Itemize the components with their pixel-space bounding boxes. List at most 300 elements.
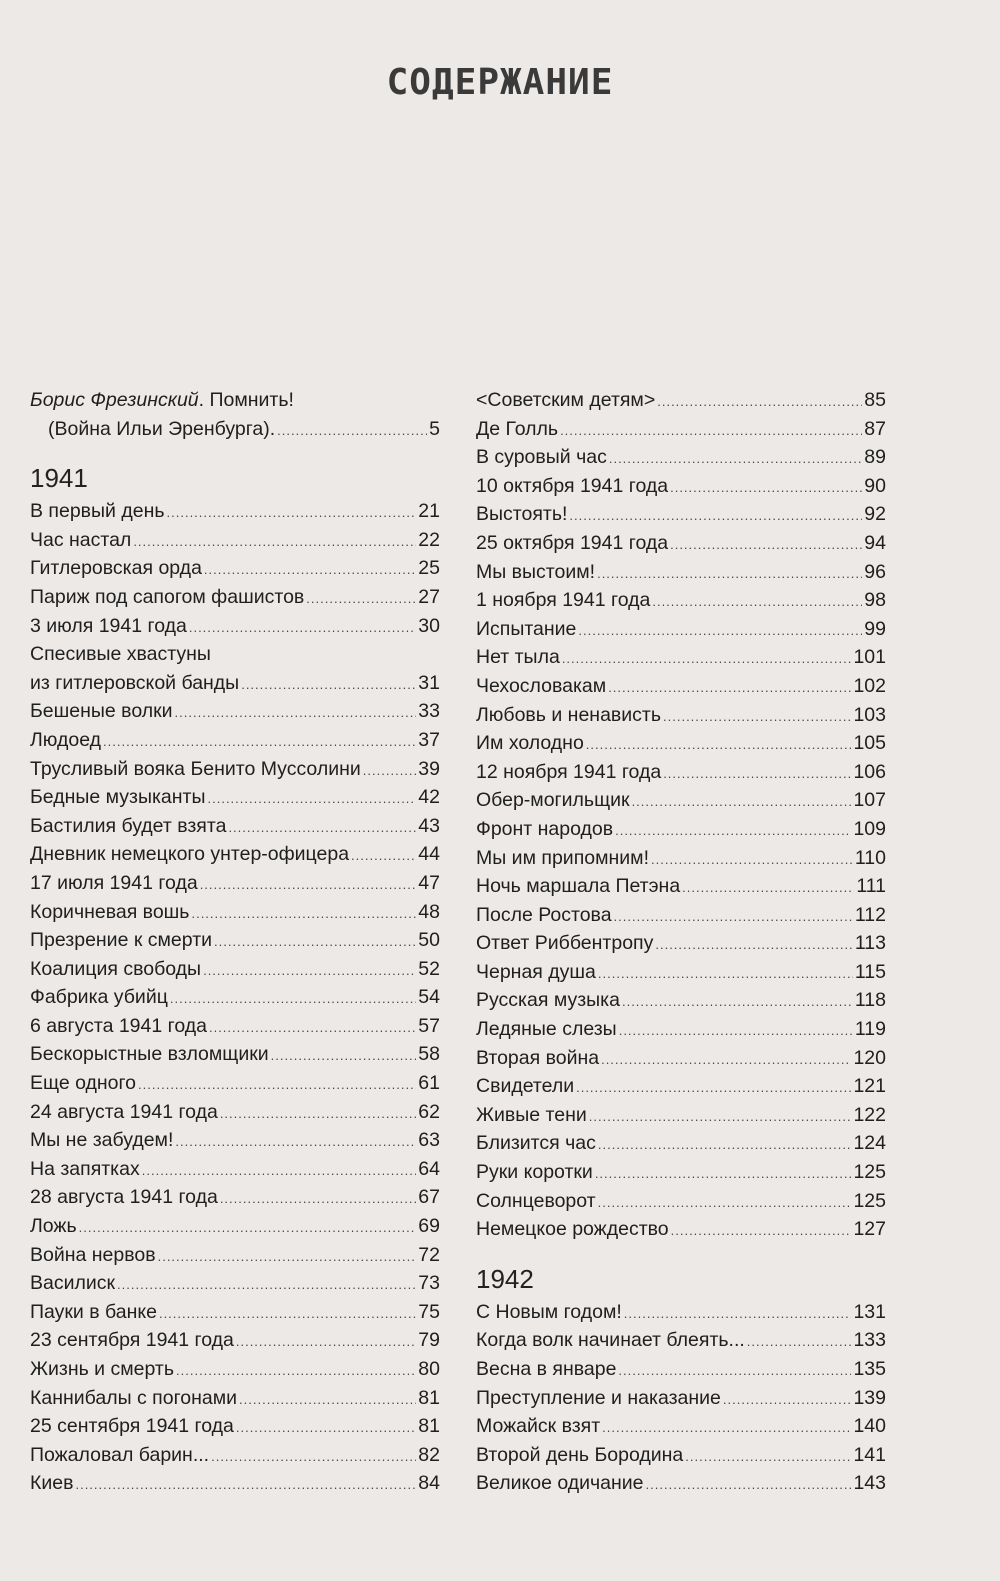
toc-entry-page: 105 xyxy=(853,732,886,755)
toc-entry[interactable] xyxy=(30,1040,440,1069)
dot-leader xyxy=(209,1014,416,1043)
dot-leader xyxy=(351,842,416,871)
toc-entry-title: Можайск взят xyxy=(476,1415,601,1438)
toc-entry-page: 44 xyxy=(418,843,440,866)
dot-leader xyxy=(220,1185,416,1214)
toc-entry-title: Жизнь и смерть xyxy=(30,1358,175,1380)
toc-list-1941-left xyxy=(30,497,440,1498)
toc-entry[interactable] xyxy=(476,1355,886,1384)
toc-entry-title: Руки коротки xyxy=(476,1161,593,1184)
toc-entry-title: Мы им припомним! xyxy=(476,846,649,869)
toc-entry-page: 125 xyxy=(853,1161,886,1184)
toc-left-column xyxy=(30,386,440,1498)
toc-entry[interactable] xyxy=(30,1326,440,1355)
dot-leader xyxy=(236,1328,416,1357)
toc-entry[interactable] xyxy=(476,1129,886,1158)
toc-entry-page: 75 xyxy=(418,1300,440,1323)
toc-entry[interactable] xyxy=(30,697,440,726)
intro-author: Борис Фрезинский xyxy=(30,389,199,411)
toc-entry-title: Дневник немецкого унтер-офицера xyxy=(30,843,350,866)
dot-leader xyxy=(220,1100,416,1129)
toc-entry-page: 67 xyxy=(418,1186,440,1209)
toc-entry[interactable] xyxy=(30,1183,440,1212)
toc-entry[interactable] xyxy=(476,1326,886,1355)
toc-entry[interactable] xyxy=(476,672,886,701)
toc-entry-page: 143 xyxy=(853,1472,886,1495)
dot-leader xyxy=(241,671,416,700)
toc-entry[interactable] xyxy=(476,386,886,415)
toc-entry[interactable] xyxy=(476,929,886,958)
dot-leader xyxy=(204,556,416,585)
toc-entry[interactable] xyxy=(30,1469,440,1498)
toc-entry[interactable] xyxy=(476,1072,886,1101)
toc-entry[interactable] xyxy=(30,755,440,784)
toc-entry-page: 111 xyxy=(856,875,886,898)
section-heading-1941: 1941 xyxy=(30,463,88,494)
toc-entry[interactable] xyxy=(30,955,440,984)
toc-entry[interactable] xyxy=(476,986,886,1015)
toc-entry-title: Весна в январе xyxy=(476,1358,617,1380)
toc-entry-page: 21 xyxy=(418,500,440,523)
toc-entry-page: 81 xyxy=(418,1386,440,1409)
toc-entry-title: Фабрика убийц xyxy=(30,986,168,1009)
toc-entry-title: С Новым годом! xyxy=(476,1300,622,1323)
dot-leader xyxy=(214,928,416,957)
dot-leader xyxy=(277,417,427,446)
toc-entry-page: 113 xyxy=(854,932,886,955)
toc-entry-title: Бескорыстные взломщики xyxy=(30,1043,269,1066)
toc-entry[interactable] xyxy=(476,1384,886,1413)
toc-entry[interactable] xyxy=(30,1212,440,1241)
toc-entry[interactable] xyxy=(476,958,886,987)
toc-list-1941-right xyxy=(476,386,886,1244)
toc-entry-page: 69 xyxy=(418,1215,440,1238)
dot-leader xyxy=(191,900,416,929)
toc-entry-page: 139 xyxy=(853,1386,886,1409)
toc-entry-title: Великое одичание xyxy=(476,1472,644,1495)
dot-leader xyxy=(682,874,854,903)
toc-entry-page: 112 xyxy=(854,903,886,926)
toc-entry-title: Ночь маршала Петэна xyxy=(476,875,681,898)
toc-entry[interactable] xyxy=(30,1441,440,1470)
toc-entry-title: Испытание xyxy=(476,617,577,640)
toc-entry-title: Черная душа xyxy=(476,960,596,983)
dot-leader xyxy=(670,531,862,560)
toc-entry-title: Солнцеворот xyxy=(476,1189,596,1212)
toc-entry-page: 120 xyxy=(853,1046,886,1069)
toc-entry-title: Трусливый вояка Бенито Муссолини xyxy=(30,757,361,780)
dot-leader xyxy=(560,417,862,446)
toc-entry-title: Нет тыла xyxy=(476,646,560,669)
toc-entry-title: Обер-могильщик xyxy=(476,789,630,812)
toc-entry[interactable] xyxy=(30,497,440,526)
toc-entry[interactable] xyxy=(30,1012,440,1041)
dot-leader xyxy=(75,1471,416,1500)
dot-leader xyxy=(614,903,853,932)
toc-entry-title: Ледяные слезы xyxy=(476,1018,617,1041)
toc-entry-page: 47 xyxy=(418,871,440,894)
toc-entry[interactable] xyxy=(30,869,440,898)
toc-entry[interactable] xyxy=(476,1015,886,1044)
toc-entry[interactable] xyxy=(30,812,440,841)
toc-entry[interactable] xyxy=(30,1384,440,1413)
toc-entry-page: 115 xyxy=(854,960,886,983)
dot-leader xyxy=(685,1443,851,1472)
toc-entry[interactable] xyxy=(476,701,886,730)
toc-entry[interactable] xyxy=(476,844,886,873)
toc-entry-title: 25 сентября 1941 года xyxy=(30,1415,234,1438)
dot-leader xyxy=(615,817,851,846)
toc-entry-page: 84 xyxy=(418,1472,440,1495)
toc-entry[interactable] xyxy=(476,758,886,787)
dot-leader xyxy=(663,703,851,732)
dot-leader xyxy=(598,1131,852,1160)
toc-entry-title: 25 октября 1941 года xyxy=(476,531,669,554)
toc-entry[interactable] xyxy=(30,612,440,641)
toc-entry[interactable] xyxy=(30,1155,440,1184)
toc-entry[interactable] xyxy=(30,1241,440,1270)
toc-entry-page: 48 xyxy=(418,900,440,923)
toc-entry-title: Русская музыка xyxy=(476,989,620,1012)
toc-entry[interactable] xyxy=(476,1412,886,1441)
dot-leader xyxy=(601,1046,851,1075)
toc-entry[interactable] xyxy=(30,583,440,612)
toc-entry-page: 58 xyxy=(418,1043,440,1066)
section-heading-1942: 1942 xyxy=(476,1263,534,1294)
toc-entry-page: 122 xyxy=(853,1103,886,1126)
toc-entry-page: 94 xyxy=(864,531,886,554)
dot-leader xyxy=(363,757,417,786)
toc-entry[interactable] xyxy=(30,1298,440,1327)
toc-entry-title: Спесивые хвастуны xyxy=(30,643,211,666)
toc-entry-title: Второй день Бородина xyxy=(476,1443,684,1466)
dot-leader xyxy=(176,1357,416,1386)
toc-entry-title: Бедные музыканты xyxy=(30,786,206,809)
toc-entry[interactable] xyxy=(30,983,440,1012)
toc-entry[interactable] xyxy=(30,1069,440,1098)
dot-leader xyxy=(138,1071,416,1100)
toc-entry-page: 125 xyxy=(853,1189,886,1212)
toc-entry[interactable] xyxy=(476,586,886,615)
toc-entry-page: 110 xyxy=(854,846,886,869)
dot-leader xyxy=(608,674,851,703)
dot-leader xyxy=(671,1217,852,1246)
toc-entry[interactable] xyxy=(476,415,886,444)
dot-leader xyxy=(211,1443,416,1472)
toc-entry-page: 33 xyxy=(418,700,440,723)
dot-leader xyxy=(208,785,417,814)
toc-entry-page: 98 xyxy=(864,589,886,612)
toc-entry-title: Коалиция свободы xyxy=(30,957,202,980)
toc-entry-title: 28 августа 1941 года xyxy=(30,1186,218,1209)
toc-entry[interactable] xyxy=(30,554,440,583)
toc-entry-title: Каннибалы с погонами xyxy=(30,1386,238,1409)
toc-entry-title: 24 августа 1941 года xyxy=(30,1100,218,1123)
dot-leader xyxy=(79,1214,417,1243)
dot-leader xyxy=(306,585,416,614)
dot-leader xyxy=(167,499,417,528)
toc-entry-page: 31 xyxy=(418,671,440,694)
toc-entry-title: Фронт народов xyxy=(476,817,614,840)
toc-entry-title: В суровый час xyxy=(476,446,607,469)
dot-leader xyxy=(117,1271,416,1300)
toc-entry[interactable] xyxy=(476,558,886,587)
toc-entry-title: <Советским детям> xyxy=(476,389,656,411)
toc-entry-title: Коричневая вошь xyxy=(30,900,190,923)
toc-entry[interactable] xyxy=(30,926,440,955)
toc-entry-page: 64 xyxy=(418,1157,440,1180)
dot-leader xyxy=(569,502,862,531)
toc-entry[interactable] xyxy=(476,872,886,901)
toc-entry-title: Де Голль xyxy=(476,417,559,440)
toc-entry-title: Пауки в банке xyxy=(30,1300,157,1323)
toc-entry-page: 140 xyxy=(853,1415,886,1438)
toc-entry[interactable] xyxy=(476,529,886,558)
toc-entry-page: 131 xyxy=(853,1300,886,1323)
dot-leader xyxy=(203,957,416,986)
toc-entry-title: Еще одного xyxy=(30,1072,137,1095)
dot-leader xyxy=(159,1300,416,1329)
toc-entry-title: Пожаловал барин... xyxy=(30,1443,210,1466)
toc-right-column xyxy=(476,386,886,1498)
toc-entry-title: После Ростова xyxy=(476,903,612,926)
toc-entry-page: 82 xyxy=(418,1443,440,1466)
toc-entry[interactable] xyxy=(476,815,886,844)
toc-list-1942 xyxy=(476,1298,886,1498)
dot-leader xyxy=(239,1386,416,1415)
toc-entry[interactable] xyxy=(476,1158,886,1187)
toc-entry-title: Преступление и наказание xyxy=(476,1386,721,1409)
toc-entry-page: 90 xyxy=(864,474,886,497)
toc-entry-title: Вторая война xyxy=(476,1046,600,1069)
dot-leader xyxy=(632,788,852,817)
toc-entry-title: Им холодно xyxy=(476,732,584,755)
intro-page: 5 xyxy=(429,417,440,440)
toc-entry-page: 141 xyxy=(853,1443,886,1466)
toc-entry-page: 50 xyxy=(418,929,440,952)
toc-entry[interactable] xyxy=(476,443,886,472)
toc-entry-title: Париж под сапогом фашистов xyxy=(30,585,305,608)
toc-entry-page: 87 xyxy=(864,417,886,440)
toc-entry[interactable] xyxy=(476,1469,886,1498)
toc-entry-page: 109 xyxy=(853,817,886,840)
toc-entry-page: 79 xyxy=(418,1329,440,1352)
dot-leader xyxy=(646,1471,852,1500)
intro-title-part1: . Помнить! xyxy=(198,389,294,411)
dot-leader xyxy=(170,985,416,1014)
dot-leader xyxy=(657,388,862,417)
toc-entry-title: Гитлеровская орда xyxy=(30,557,202,580)
toc-entry-title: Война нервов xyxy=(30,1243,156,1266)
toc-entry-title: 12 ноября 1941 года xyxy=(476,760,662,783)
dot-leader xyxy=(622,988,853,1017)
toc-entry-title: Презрение к смерти xyxy=(30,929,213,952)
toc-entry-page: 101 xyxy=(853,646,886,669)
toc-entry-title: Любовь и ненависть xyxy=(476,703,662,726)
page-title: СОДЕРЖАНИЕ xyxy=(386,62,614,103)
dot-leader xyxy=(586,731,852,760)
dot-leader xyxy=(595,1160,852,1189)
toc-entry[interactable] xyxy=(476,1101,886,1130)
dot-leader xyxy=(651,846,853,875)
toc-entry-page: 25 xyxy=(418,557,440,580)
toc-entry-page: 43 xyxy=(418,814,440,837)
intro-entry-line2[interactable] xyxy=(30,415,440,444)
dot-leader xyxy=(562,645,852,674)
dot-leader xyxy=(624,1300,852,1329)
dot-leader xyxy=(271,1042,417,1071)
toc-entry-page: 81 xyxy=(418,1415,440,1438)
toc-entry-page: 52 xyxy=(418,957,440,980)
toc-entry-title: Живые тени xyxy=(476,1103,587,1126)
toc-entry-title: Василиск xyxy=(30,1272,116,1295)
toc-entry-page: 121 xyxy=(853,1075,886,1098)
toc-entry-page: 102 xyxy=(853,674,886,697)
dot-leader xyxy=(228,814,416,843)
toc-entry[interactable] xyxy=(476,643,886,672)
toc-entry-title: Мы выстоим! xyxy=(476,560,596,583)
toc-entry-title: из гитлеровской банды xyxy=(30,671,240,694)
toc-entry[interactable] xyxy=(30,1098,440,1127)
toc-entry-page: 61 xyxy=(418,1072,440,1095)
toc-entry-title: Людоед xyxy=(30,728,102,751)
toc-entry[interactable] xyxy=(476,1044,886,1073)
toc-entry[interactable] xyxy=(30,1126,440,1155)
toc-entry-title: В первый день xyxy=(30,500,165,523)
toc-entry-title: Киев xyxy=(30,1472,74,1495)
toc-entry-page: 119 xyxy=(854,1018,886,1041)
toc-entry-title: Когда волк начинает блеять... xyxy=(476,1329,745,1352)
toc-entry[interactable] xyxy=(30,1355,440,1384)
toc-entry-page: 73 xyxy=(418,1272,440,1295)
toc-entry-page: 133 xyxy=(853,1329,886,1352)
toc-entry[interactable] xyxy=(30,726,440,755)
toc-entry-title: Ответ Риббентропу xyxy=(476,932,654,955)
dot-leader xyxy=(576,1074,851,1103)
toc-entry[interactable] xyxy=(476,500,886,529)
toc-entry[interactable] xyxy=(476,901,886,930)
toc-entry-title: Чехословакам xyxy=(476,674,607,697)
dot-leader xyxy=(723,1386,852,1415)
toc-entry-page: 30 xyxy=(418,614,440,637)
toc-entry-title: Свидетели xyxy=(476,1075,575,1098)
dot-leader xyxy=(670,474,862,503)
toc-entry[interactable] xyxy=(30,640,440,669)
dot-leader xyxy=(598,1189,852,1218)
toc-entry-title: 10 октября 1941 года xyxy=(476,474,669,497)
toc-entry-page: 54 xyxy=(418,986,440,1009)
dot-leader xyxy=(619,1017,853,1046)
toc-entry-page: 106 xyxy=(853,760,886,783)
toc-entry-title: 17 июля 1941 года xyxy=(30,871,198,894)
dot-leader xyxy=(236,1414,416,1443)
toc-entry[interactable] xyxy=(476,472,886,501)
toc-entry-title: 3 июля 1941 года xyxy=(30,614,187,637)
toc-entry[interactable] xyxy=(476,786,886,815)
toc-entry-page: 124 xyxy=(853,1132,886,1155)
toc-entry[interactable] xyxy=(476,615,886,644)
dot-leader xyxy=(652,588,862,617)
toc-entry[interactable] xyxy=(30,1269,440,1298)
toc-entry-page: 39 xyxy=(418,757,440,780)
toc-entry-page: 92 xyxy=(864,503,886,526)
dot-leader xyxy=(142,1157,417,1186)
toc-entry-title: Час настал xyxy=(30,528,132,551)
toc-entry[interactable] xyxy=(30,783,440,812)
toc-entry[interactable] xyxy=(476,729,886,758)
toc-entry-page: 37 xyxy=(418,728,440,751)
dot-leader xyxy=(578,617,862,646)
toc-entry-page: 127 xyxy=(853,1218,886,1241)
dot-leader xyxy=(618,1357,851,1386)
dot-leader xyxy=(158,1243,417,1272)
toc-entry-title: 1 ноября 1941 года xyxy=(476,589,651,612)
dot-leader xyxy=(200,871,417,900)
toc-entry-title: Бастилия будет взята xyxy=(30,814,227,837)
toc-entry[interactable] xyxy=(30,1412,440,1441)
toc-entry-title: Мы не забудем! xyxy=(30,1129,174,1152)
toc-entry-page: 62 xyxy=(418,1100,440,1123)
toc-entry-page: 22 xyxy=(418,528,440,551)
toc-entry-title: Немецкое рождество xyxy=(476,1218,669,1241)
intro-entry-line1[interactable] xyxy=(30,386,440,415)
toc-entry[interactable] xyxy=(476,1187,886,1216)
toc-entry[interactable] xyxy=(30,898,440,927)
toc-entry-page: 42 xyxy=(418,786,440,809)
toc-entry[interactable] xyxy=(30,526,440,555)
toc-entry-page: 103 xyxy=(853,703,886,726)
dot-leader xyxy=(589,1103,852,1132)
toc-entry[interactable] xyxy=(476,1298,886,1327)
toc-entry-page: 80 xyxy=(418,1358,440,1380)
toc-entry-title: Близится час xyxy=(476,1132,596,1155)
dot-leader xyxy=(597,560,862,589)
dot-leader xyxy=(598,960,853,989)
toc-entry-page: 118 xyxy=(854,989,886,1012)
toc-entry-title: Ложь xyxy=(30,1215,77,1238)
toc-entry-page: 135 xyxy=(853,1358,886,1380)
dot-leader xyxy=(175,699,417,728)
toc-entry-page: 63 xyxy=(418,1129,440,1152)
dot-leader xyxy=(747,1328,852,1357)
dot-leader xyxy=(189,614,416,643)
intro-title-part2: (Война Ильи Эренбурга). xyxy=(48,417,276,440)
dot-leader xyxy=(655,931,853,960)
toc-entry-title: Выстоять! xyxy=(476,503,568,526)
toc-entry-page: 27 xyxy=(418,585,440,608)
toc-entry-title: 6 августа 1941 года xyxy=(30,1014,207,1037)
toc-entry[interactable] xyxy=(476,1441,886,1470)
dot-leader xyxy=(663,760,851,789)
dot-leader xyxy=(609,445,862,474)
toc-entry[interactable] xyxy=(476,1215,886,1244)
dot-leader xyxy=(133,528,416,557)
toc-entry-page: 85 xyxy=(864,389,886,411)
toc-entry-page: 72 xyxy=(418,1243,440,1266)
toc-entry-page: 99 xyxy=(864,617,886,640)
toc-entry-page: 89 xyxy=(864,446,886,469)
toc-entry-page: 57 xyxy=(418,1014,440,1037)
toc-entry[interactable] xyxy=(30,669,440,698)
toc-entry-title: На запятках xyxy=(30,1157,140,1180)
dot-leader xyxy=(602,1414,851,1443)
toc-entry[interactable] xyxy=(30,840,440,869)
toc-entry-page: 96 xyxy=(864,560,886,583)
toc-entry-title: 23 сентября 1941 года xyxy=(30,1329,234,1352)
toc-entry-page: 107 xyxy=(853,789,886,812)
dot-leader xyxy=(103,728,416,757)
toc-entry-title: Бешеные волки xyxy=(30,700,173,723)
